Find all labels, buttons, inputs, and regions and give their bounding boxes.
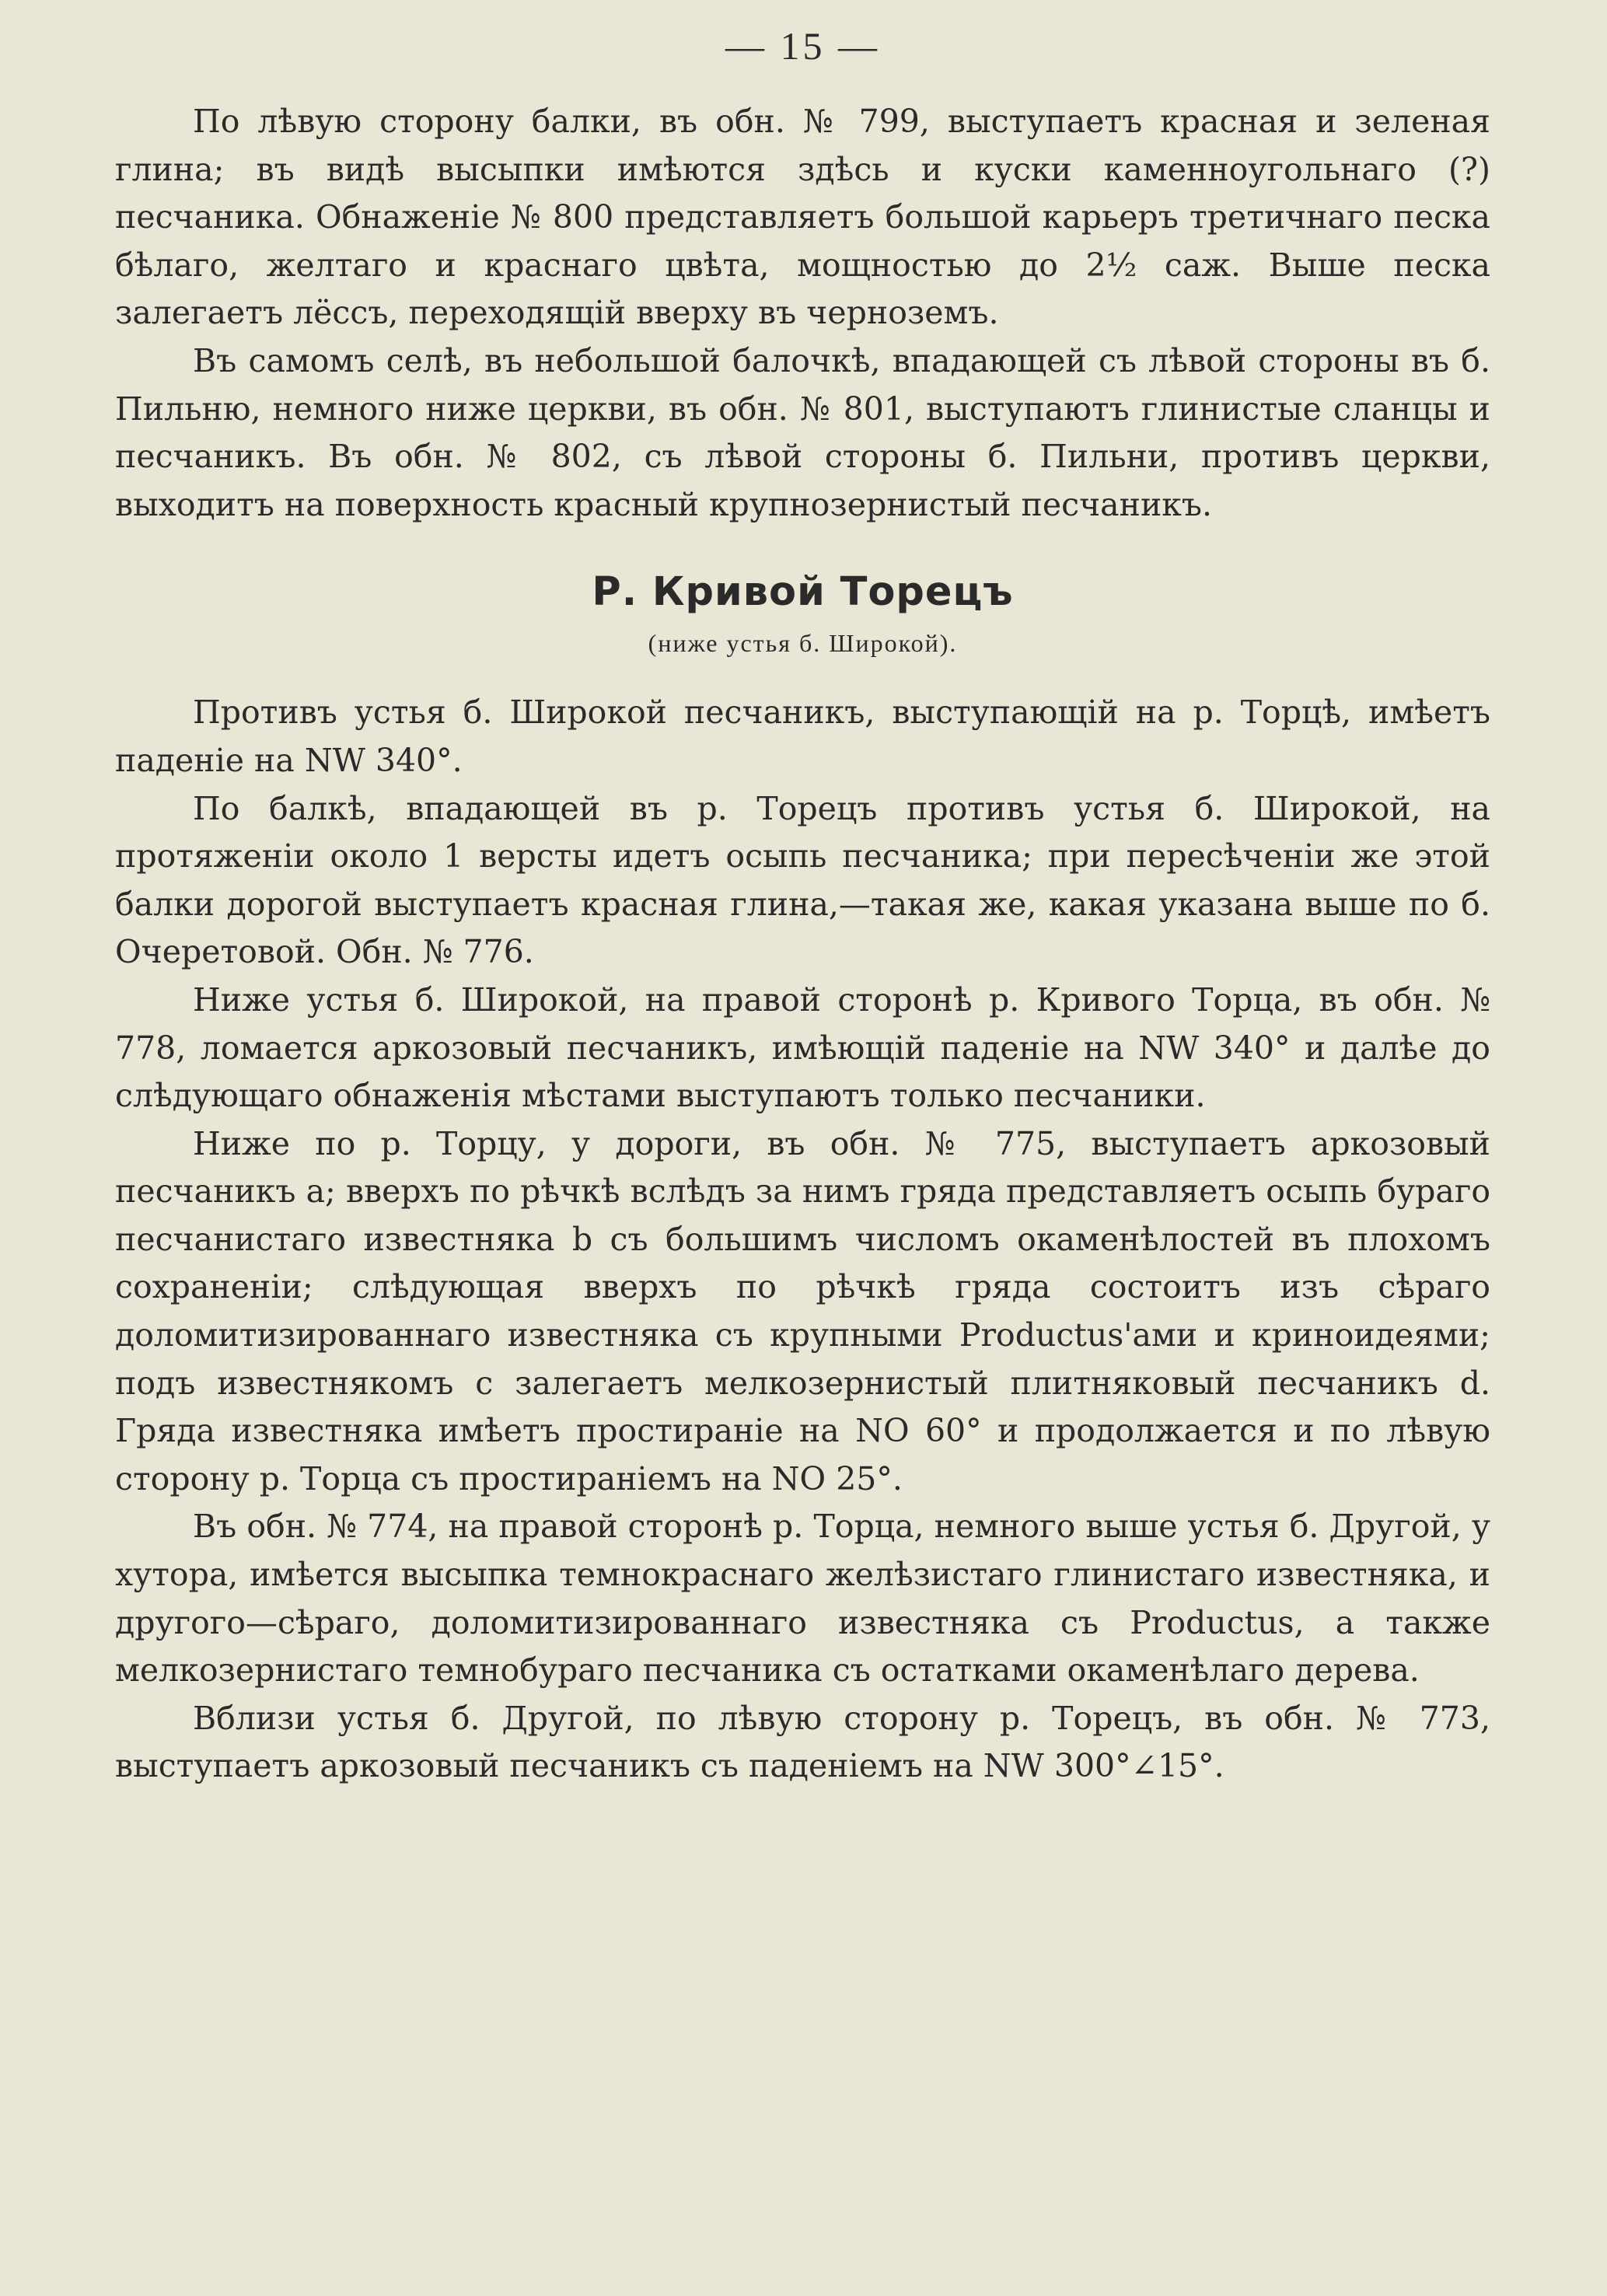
paragraph: Ниже по р. Торцу, у дороги, въ обн. № 775, выступаетъ аркозовый песчаникъ a; вверхъ по рѣчкѣ вслѣдъ за нимъ гряда представляетъ осыпь бураго песчанистаго известняка b съ большимъ числомъ окаменѣлостей въ плохомъ сохраненіи; слѣдующая вверхъ по рѣчкѣ гряда состоитъ изъ сѣраго доломитизированнаго известняка съ крупными Productus'ами и криноидеями; подъ известнякомъ c залегаетъ мелкозернистый плитняковый песчаникъ d. Гряда известняка имѣетъ простираніе на NO 60° и продолжается и по лѣвую сторону р. Торца съ простираніемъ на NO 25°. <box>115 1124 1490 1497</box>
paragraph: Вблизи устья б. Другой, по лѣвую сторону р. Торецъ, въ обн. № 773, выступаетъ аркозовый песчаникъ съ паденіемъ на NW 300°∠15°. <box>115 1699 1490 1785</box>
paragraph: По балкѣ, впадающей въ р. Торецъ противъ устья б. Широкой, на протяженіи около 1 версты идетъ осыпь песчаника; при пересѣченіи же этой балки дорогой выступаетъ красная глина,—такая же, какая указана выше по б. Очеретовой. Обн. № 776. <box>115 789 1490 971</box>
paragraph: Въ самомъ селѣ, въ небольшой балочкѣ, впадающей съ лѣвой стороны въ б. Пильню, немного ниже церкви, въ обн. № 801, выступаютъ глинистые сланцы и песчаникъ. Въ обн. № 802, съ лѣвой стороны б. Пильни, противъ церкви, выходитъ на поверхность красный крупнозернистый песчаникъ. <box>115 341 1490 523</box>
paragraph: По лѣвую сторону балки, въ обн. № 799, выступаетъ красная и зеленая глина; въ видѣ высыпки имѣются здѣсь и куски каменноугольнаго (?) песчаника. Обнаженіе № 800 представляетъ большой карьеръ третичнаго песка бѣлаго, желтаго и краснаго цвѣта, мощностью до 2½ саж. Выше песка залегаетъ лёссъ, переходящій вверху въ черноземъ. <box>115 103 1490 332</box>
paragraph: Въ обн. № 774, на правой сторонѣ р. Торца, немного выше устья б. Другой, у хутора, имѣется высыпка темнокраснаго желѣзистаго глинистаго известняка, и другого—сѣраго, доломитизированнаго известняка съ Productus, а также мелкозернистаго темнобураго песчаника съ остатками окаменѣлаго дерева. <box>115 1508 1490 1690</box>
section-title: Р. Кривой Торецъ <box>592 569 1014 616</box>
paragraph: Ниже устья б. Широкой, на правой сторонѣ р. Кривого Торца, въ обн. № 778, ломается аркозовый песчаникъ, имѣющій паденіе на NW 340° и далѣе до слѣдующаго обнаженія мѣстами выступаютъ только песчаники. <box>115 980 1490 1115</box>
page-number: — 15 — <box>725 24 880 68</box>
section-subtitle: (ниже устья б. Широкой). <box>648 629 958 658</box>
paragraph: Противъ устья б. Широкой песчаникъ, выступающій на р. Торцѣ, имѣетъ паденіе на NW 340°. <box>115 694 1490 779</box>
